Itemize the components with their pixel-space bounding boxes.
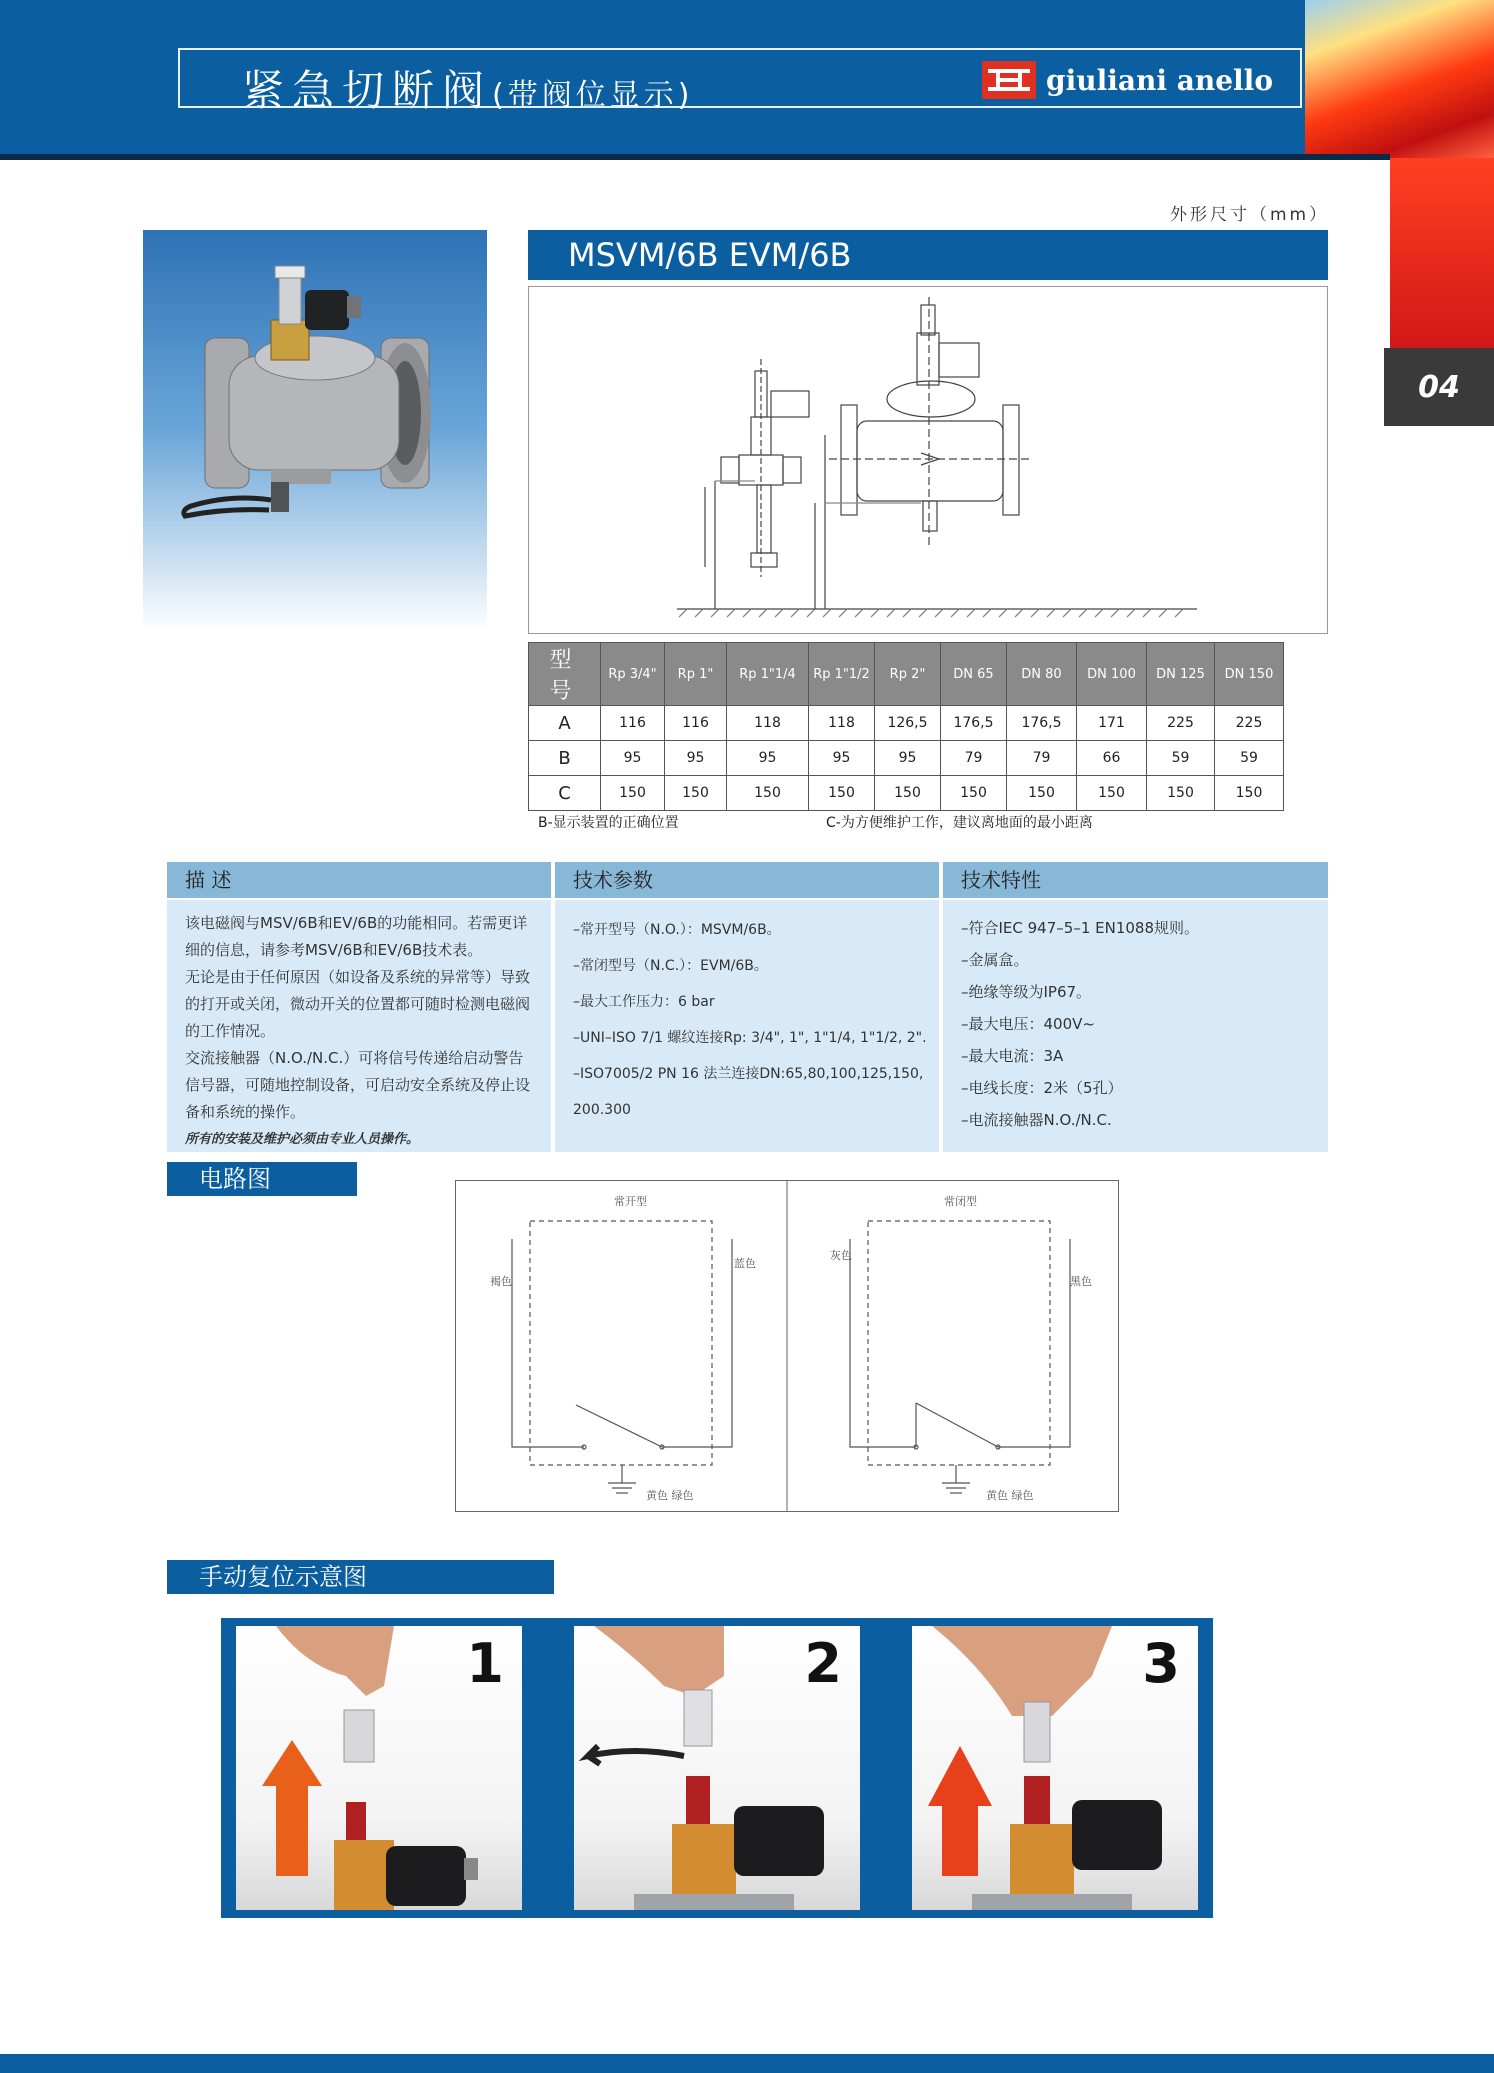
tech-features-heading: 技术特性 bbox=[943, 862, 1328, 898]
table-header-cell: DN 65 bbox=[941, 643, 1007, 706]
list-item: –最大电压：400V~ bbox=[961, 1015, 1095, 1033]
table-row bbox=[529, 741, 1284, 776]
table-cell: 150 bbox=[809, 776, 875, 811]
table-header-cell: Rp 1"1/4 bbox=[727, 643, 809, 706]
list-item: –金属盒。 bbox=[961, 951, 1029, 969]
table-cell: 95 bbox=[809, 741, 875, 776]
table-cell: 150 bbox=[1077, 776, 1147, 811]
table-header-row bbox=[529, 643, 1284, 706]
table-cell: 150 bbox=[727, 776, 809, 811]
technical-drawing bbox=[528, 286, 1328, 634]
table-cell: 150 bbox=[1215, 776, 1284, 811]
reset-step-photo-2 bbox=[574, 1626, 860, 1910]
title-sub: (带阀位显示) bbox=[492, 78, 694, 113]
table-cell: 95 bbox=[727, 741, 809, 776]
no-bottom-labels: 黄色 绿色 bbox=[646, 1489, 694, 1502]
table-cell: 150 bbox=[941, 776, 1007, 811]
list-item: –UNI–ISO 7/1 螺纹连接Rp: 3/4", 1", 1"1/4, 1"1/2, 2". bbox=[573, 1030, 927, 1046]
list-item: –电线长度：2米（5孔） bbox=[961, 1079, 1123, 1097]
brand bbox=[982, 60, 1273, 100]
note-c: C-为方便维护工作，建议离地面的最小距离 bbox=[826, 815, 1093, 831]
description-paragraph: 交流接触器（N.O./N.C.）可将信号传递给启动警告信号器，可随地控制设备，可启动安全系统及停止设备和系统的操作。 bbox=[185, 1049, 531, 1121]
side-strip bbox=[1390, 158, 1494, 348]
dimensions-unit-label: 外形尺寸（mm） bbox=[1170, 205, 1330, 225]
table-row bbox=[529, 706, 1284, 741]
models-title: MSVM/6B EVM/6B bbox=[528, 230, 1328, 280]
description-body bbox=[167, 900, 551, 1152]
table-header-cell: DN 125 bbox=[1147, 643, 1215, 706]
table-header-cell: Rp 1" bbox=[665, 643, 727, 706]
title-main: 紧急切断阀 bbox=[242, 66, 493, 115]
table-cell: 95 bbox=[601, 741, 665, 776]
step-number: 1 bbox=[466, 1632, 504, 1695]
table-cell: 171 bbox=[1077, 706, 1147, 741]
nc-left-wire-label: 灰色 bbox=[830, 1249, 852, 1262]
footer-band bbox=[0, 2054, 1494, 2073]
table-cell: 150 bbox=[1007, 776, 1077, 811]
description-paragraph: 无论是由于任何原因（如设备及系统的异常等）导致的打开或关闭，微动开关的位置都可随时检测电磁阀的工作情况。 bbox=[185, 968, 531, 1040]
no-left-wire-label: 褐色 bbox=[490, 1275, 512, 1288]
list-item: –符合IEC 947–5–1 EN1088规则。 bbox=[961, 919, 1200, 937]
table-header-cell: DN 100 bbox=[1077, 643, 1147, 706]
list-item: 200.300 bbox=[573, 1102, 631, 1118]
table-cell: 66 bbox=[1077, 741, 1147, 776]
table-cell: 176,5 bbox=[941, 706, 1007, 741]
nc-right-wire-label: 黑色 bbox=[1070, 1275, 1092, 1288]
list-item: –常开型号（N.O.）：MSVM/6B。 bbox=[573, 922, 781, 938]
brand-name: giuliani anello bbox=[1046, 63, 1273, 97]
table-cell: C bbox=[529, 776, 601, 811]
list-item: –最大工作压力：6 bar bbox=[573, 994, 715, 1010]
note-b: B-显示装置的正确位置 bbox=[538, 815, 679, 831]
table-cell: 150 bbox=[875, 776, 941, 811]
table-cell: 79 bbox=[1007, 741, 1077, 776]
list-item: –电流接触器N.O./N.C. bbox=[961, 1111, 1112, 1129]
product-photo bbox=[143, 230, 487, 632]
list-item: –最大电流：3A bbox=[961, 1047, 1064, 1065]
table-header-cell: Rp 2" bbox=[875, 643, 941, 706]
nc-type-label: 常闭型 bbox=[944, 1195, 977, 1208]
table-cell: 116 bbox=[665, 706, 727, 741]
table-cell: 59 bbox=[1215, 741, 1284, 776]
table-cell: 150 bbox=[601, 776, 665, 811]
description-paragraph: 该电磁阀与MSV/6B和EV/6B的功能相同。若需更详细的信息，请参考MSV/6B和EV/6B技术表。 bbox=[185, 914, 528, 959]
table-header-cell: Rp 1"1/2 bbox=[809, 643, 875, 706]
table-cell: 118 bbox=[809, 706, 875, 741]
table-cell: 150 bbox=[1147, 776, 1215, 811]
manual-reset-section-title: 手动复位示意图 bbox=[167, 1560, 554, 1594]
table-header-cell: DN 150 bbox=[1215, 643, 1284, 706]
table-cell: 150 bbox=[665, 776, 727, 811]
step-number: 2 bbox=[804, 1632, 842, 1695]
brand-logo-icon bbox=[982, 61, 1036, 99]
circuit-section-title: 电路图 bbox=[167, 1162, 357, 1196]
table-row bbox=[529, 776, 1284, 811]
table-cell: 176,5 bbox=[1007, 706, 1077, 741]
list-item: –ISO7005/2 PN 16 法兰连接DN:65,80,100,125,150, bbox=[573, 1066, 924, 1082]
no-right-wire-label: 蓝色 bbox=[734, 1257, 756, 1270]
description-heading: 描 述 bbox=[167, 862, 551, 898]
page-number: 04 bbox=[1384, 348, 1494, 426]
step-number: 3 bbox=[1142, 1632, 1180, 1695]
table-cell: 59 bbox=[1147, 741, 1215, 776]
table-header-cell: 型 号 bbox=[529, 643, 601, 706]
description-warning: 所有的安装及维护必须由专业人员操作。 bbox=[185, 1132, 420, 1147]
table-cell: 79 bbox=[941, 741, 1007, 776]
tech-params-heading: 技术参数 bbox=[555, 862, 939, 898]
table-cell: 126,5 bbox=[875, 706, 941, 741]
reset-step-photo-1 bbox=[236, 1626, 522, 1910]
page-title bbox=[242, 58, 693, 118]
table-cell: B bbox=[529, 741, 601, 776]
nc-bottom-labels: 黄色 绿色 bbox=[986, 1489, 1034, 1502]
table-cell: 95 bbox=[875, 741, 941, 776]
list-item: –常闭型号（N.C.）：EVM/6B。 bbox=[573, 958, 768, 974]
tech-features-body bbox=[943, 900, 1328, 1152]
table-header-cell: DN 80 bbox=[1007, 643, 1077, 706]
table-header-cell: Rp 3/4" bbox=[601, 643, 665, 706]
no-type-label: 常开型 bbox=[614, 1195, 647, 1208]
header-divider bbox=[0, 154, 1390, 160]
list-item: –绝缘等级为IP67。 bbox=[961, 983, 1092, 1001]
dimensions-table bbox=[528, 642, 1284, 811]
table-cell: 95 bbox=[665, 741, 727, 776]
circuit-diagram bbox=[455, 1180, 1119, 1512]
reset-step-photo-3 bbox=[912, 1626, 1198, 1910]
corner-decoration-image bbox=[1305, 0, 1494, 158]
table-cell: 225 bbox=[1147, 706, 1215, 741]
table-cell: A bbox=[529, 706, 601, 741]
table-cell: 118 bbox=[727, 706, 809, 741]
tech-params-body bbox=[555, 900, 939, 1152]
table-cell: 116 bbox=[601, 706, 665, 741]
table-cell: 225 bbox=[1215, 706, 1284, 741]
